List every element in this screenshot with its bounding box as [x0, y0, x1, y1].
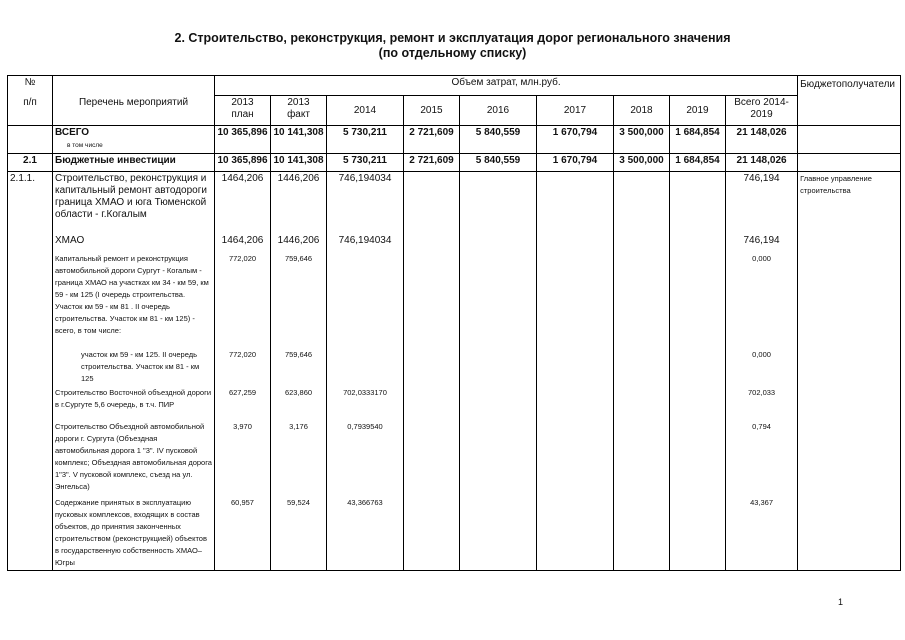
budget-value: 1 670,794	[537, 154, 614, 172]
budget-value: 5 840,559	[460, 154, 537, 172]
table-row-obj	[8, 420, 901, 496]
empty-cell	[798, 386, 901, 420]
empty-cell	[460, 386, 537, 420]
empty-cell	[460, 496, 537, 571]
empty-cell	[537, 496, 614, 571]
empty-cell	[537, 420, 614, 496]
row-value-2013f: 759,646	[271, 348, 327, 386]
header-row-1	[8, 76, 901, 96]
row-value-total: 0,794	[726, 420, 798, 496]
empty-cell	[8, 252, 53, 348]
empty-cell	[460, 172, 537, 234]
total-value: 1 670,794	[537, 126, 614, 154]
header-year-2013p	[215, 96, 271, 126]
row-value-2013f: 1446,206	[271, 234, 327, 252]
empty-cell	[670, 386, 726, 420]
row-label: Строительство Объездной автомобильной дороги г. Сургута (Объездная автомобильная дорога 1 "3". IV пусковой комплекс; Объездная автомобильная дорога 1"3". V пусковой комплекс, съезд на ул. Энгельса)	[53, 420, 215, 496]
cell-recipient	[798, 154, 901, 172]
budget-num: 2.1	[8, 154, 53, 172]
empty-cell	[8, 234, 53, 252]
header-year-top: Всего 2014-	[734, 97, 789, 108]
empty-cell	[404, 420, 460, 496]
header-year-2017: 2017	[537, 96, 614, 126]
header-year-2015: 2015	[404, 96, 460, 126]
header-recipients: Бюджетополучатели	[800, 78, 895, 90]
table-row-hmao	[8, 234, 901, 252]
row-value-total: 746,194	[726, 172, 798, 234]
empty-cell	[537, 234, 614, 252]
title-line-2: (по отдельному списку)	[378, 46, 527, 60]
empty-cell	[8, 386, 53, 420]
empty-cell	[537, 252, 614, 348]
budget-value: 5 730,211	[327, 154, 404, 172]
budget-value: 1 684,854	[670, 154, 726, 172]
total-value: 21 148,026	[726, 126, 798, 154]
row-value-2013f: 59,524	[271, 496, 327, 571]
row-value-2013p: 60,957	[215, 496, 271, 571]
row-value-2014: 746,194034	[327, 234, 404, 252]
header-measures: Перечень мероприятий	[53, 96, 215, 126]
row-label: Капитальный ремонт и реконструкция автомобильной дороги Сургут - Когалым - граница ХМАО на участках км 34 - км 59, км 59 - км 125 (I очередь строительства. Участок км 59 - км 81 . II очередь строительства. Участок км 81 - км 125) - всего, в том числе:	[53, 252, 215, 348]
header-year-bottom: план	[231, 109, 254, 120]
header-measures-blank	[53, 76, 215, 96]
table-row-total	[8, 126, 901, 154]
row-value-2013p: 772,020	[215, 252, 271, 348]
row-value-2013p: 627,259	[215, 386, 271, 420]
header-num-top: №	[8, 76, 53, 96]
empty-cell	[670, 252, 726, 348]
total-value: 5 840,559	[460, 126, 537, 154]
empty-cell	[670, 348, 726, 386]
row-value-total: 0,000	[726, 348, 798, 386]
empty-cell	[460, 234, 537, 252]
header-recipients-cell	[798, 78, 901, 126]
row-label: ХМАО	[53, 234, 215, 252]
header-row-2	[8, 96, 901, 126]
total-value: 10 141,308	[271, 126, 327, 154]
budget-value: 21 148,026	[726, 154, 798, 172]
header-year-bottom: факт	[287, 109, 310, 120]
row-value-2014: 702,0333170	[327, 386, 404, 420]
total-value: 2 721,609	[404, 126, 460, 154]
row-value-total: 0,000	[726, 252, 798, 348]
header-year-2019: 2019	[670, 96, 726, 126]
header-year-2018: 2018	[614, 96, 670, 126]
empty-cell	[404, 172, 460, 234]
total-value: 3 500,000	[614, 126, 670, 154]
empty-cell	[537, 348, 614, 386]
cell-num	[8, 126, 53, 154]
cell-label	[53, 126, 215, 154]
row-value-2014: 43,366763	[327, 496, 404, 571]
header-year-2014: 2014	[327, 96, 404, 126]
empty-cell	[798, 420, 901, 496]
header-year-top: 2013	[231, 97, 254, 108]
row-value-total: 43,367	[726, 496, 798, 571]
empty-cell	[404, 348, 460, 386]
empty-cell	[404, 234, 460, 252]
total-label: ВСЕГО	[55, 127, 90, 138]
empty-cell	[404, 496, 460, 571]
table-row-sod	[8, 496, 901, 571]
empty-cell	[614, 420, 670, 496]
table-row-2-1-1	[8, 172, 901, 234]
table-row-budget	[8, 154, 901, 172]
header-year-top: 2013	[287, 97, 310, 108]
empty-cell	[614, 234, 670, 252]
budget-value: 3 500,000	[614, 154, 670, 172]
row-label: Строительство, реконструкция и капитальный ремонт автодороги граница ХМАО и юга Тюменской области - г.Когалым	[53, 172, 215, 234]
empty-cell	[798, 252, 901, 348]
empty-cell	[798, 234, 901, 252]
row-recipient: Главное управление строительства	[798, 172, 901, 234]
budget-value: 10 365,896	[215, 154, 271, 172]
total-sub: в том числе	[67, 142, 103, 149]
row-value-2013p: 1464,206	[215, 172, 271, 234]
budget-value: 10 141,308	[271, 154, 327, 172]
empty-cell	[670, 496, 726, 571]
empty-cell	[614, 252, 670, 348]
row-value-total: 746,194	[726, 234, 798, 252]
row-num: 2.1.1.	[8, 172, 53, 234]
total-value: 1 684,854	[670, 126, 726, 154]
empty-cell	[460, 252, 537, 348]
empty-cell	[460, 420, 537, 496]
table-row-kap	[8, 252, 901, 348]
budget-label: Бюджетные инвестиции	[53, 154, 215, 172]
row-value-2013p: 1464,206	[215, 234, 271, 252]
empty-cell	[8, 420, 53, 496]
empty-cell	[798, 496, 901, 571]
document-title	[0, 31, 905, 61]
empty-cell	[537, 172, 614, 234]
header-num-bottom: п/п	[8, 96, 53, 126]
row-value-2013p: 3,970	[215, 420, 271, 496]
header-year-total	[726, 96, 798, 126]
header-year-2013f	[271, 96, 327, 126]
empty-cell	[670, 234, 726, 252]
empty-cell	[798, 348, 901, 386]
empty-cell	[327, 252, 404, 348]
empty-cell	[670, 172, 726, 234]
row-value-2013f: 1446,206	[271, 172, 327, 234]
empty-cell	[614, 496, 670, 571]
cell-recipient	[798, 126, 901, 154]
empty-cell	[404, 252, 460, 348]
header-year-2016: 2016	[460, 96, 537, 126]
total-value: 10 365,896	[215, 126, 271, 154]
row-value-2013f: 3,176	[271, 420, 327, 496]
row-value-2014: 746,194034	[327, 172, 404, 234]
row-value-2013f: 623,860	[271, 386, 327, 420]
costs-table	[7, 75, 901, 571]
row-label: участок км 59 - км 125. II очередь строительства. Участок км 81 - км 125	[53, 348, 215, 386]
row-value-2014: 0,7939540	[327, 420, 404, 496]
title-line-1: 2. Строительство, реконструкция, ремонт и эксплуатация дорог регионального значения	[174, 31, 731, 45]
row-value-total: 702,033	[726, 386, 798, 420]
row-value-2013p: 772,020	[215, 348, 271, 386]
empty-cell	[670, 420, 726, 496]
row-label: Содержание принятых в эксплуатацию пусковых комплексов, входящих в состав объектов, до принятия законченных строительством (реконструкцией) объектов в государственную собственность ХМАО–Югры	[53, 496, 215, 571]
table-row-vost	[8, 386, 901, 420]
empty-cell	[8, 496, 53, 571]
empty-cell	[537, 386, 614, 420]
budget-value: 2 721,609	[404, 154, 460, 172]
empty-cell	[404, 386, 460, 420]
table-row-uch	[8, 348, 901, 386]
header-costs: Объем затрат, млн.руб.	[215, 76, 798, 96]
total-value: 5 730,211	[327, 126, 404, 154]
empty-cell	[614, 348, 670, 386]
empty-cell	[8, 348, 53, 386]
row-value-2013f: 759,646	[271, 252, 327, 348]
empty-cell	[327, 348, 404, 386]
row-label: Строительство Восточной объездной дороги в г.Сургуте 5,6 очередь, в т.ч. ПИР	[53, 386, 215, 420]
header-year-bottom: 2019	[750, 109, 773, 120]
page-number: 1	[838, 597, 844, 607]
empty-cell	[460, 348, 537, 386]
empty-cell	[614, 386, 670, 420]
empty-cell	[614, 172, 670, 234]
